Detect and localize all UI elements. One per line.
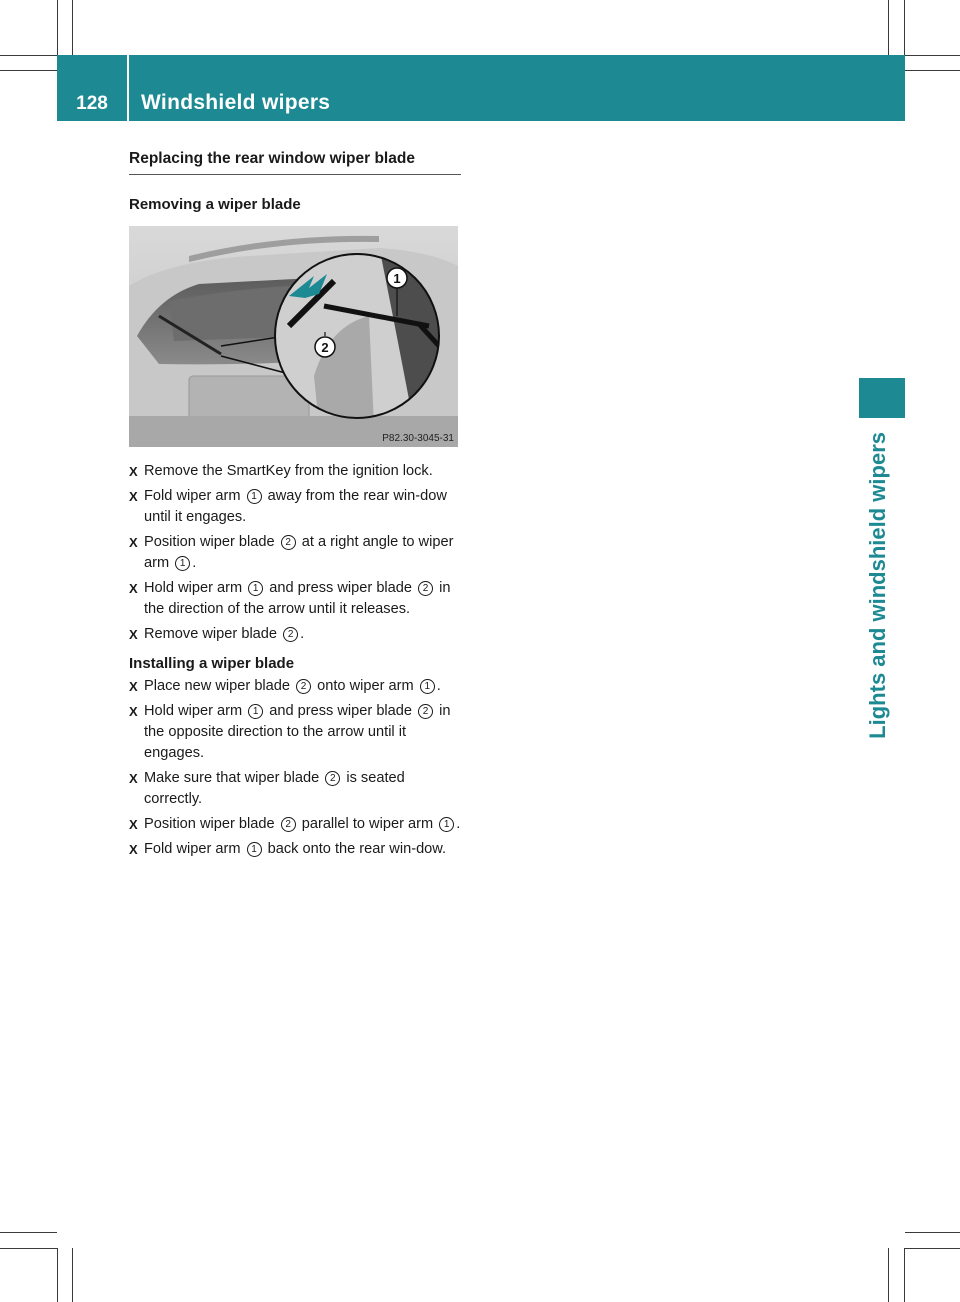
step-item [129,676,461,697]
crop-mark [904,0,905,55]
step-text: Position wiper blade [144,816,279,832]
step-bullet: X [129,771,138,786]
installing-steps [129,676,461,860]
crop-mark [57,1248,58,1302]
callout-2-label: 2 [321,340,329,355]
wiper-illustration [129,226,458,447]
step-bullet: X [129,535,138,550]
removing-steps [129,461,461,645]
step-bullet: X [129,817,138,832]
chapter-tab [859,378,905,418]
crop-mark [905,55,960,56]
page-number: 128 [76,93,108,114]
callout-1-label: 1 [393,271,401,286]
step-bullet: X [129,679,138,694]
step-bullet: X [129,704,138,719]
crop-mark [0,70,57,71]
step-bullet: X [129,464,138,479]
ref-number-2: 2 [281,817,296,832]
ref-number-2: 2 [325,771,340,786]
crop-mark [57,0,58,55]
ref-number-1: 1 [247,842,262,857]
step-text: and press wiper blade [265,703,417,719]
step-text: Make sure that wiper blade [144,770,324,786]
step-item [129,624,461,645]
step-text: Fold wiper arm [144,841,245,857]
step-bullet: X [129,842,138,857]
main-content [129,150,461,864]
page-header [57,55,905,121]
step-item [129,578,461,620]
page-title: Windshield wipers [141,91,331,114]
ref-number-1: 1 [248,704,263,719]
ref-number-2: 2 [418,704,433,719]
step-item [129,701,461,764]
ref-number-1: 1 [248,581,263,596]
removing-heading: Removing a wiper blade [129,196,301,213]
crop-mark [888,0,889,55]
step-item [129,461,461,482]
wiper-figure [129,226,458,447]
ref-number-1: 1 [175,556,190,571]
step-text: at a right angle to wiper arm [144,534,454,571]
crop-mark [905,1232,960,1233]
step-text: Position wiper blade [144,534,279,550]
step-text: onto wiper arm [313,678,418,694]
chapter-label-text: Lights and windshield wipers [865,432,890,739]
installing-heading: Installing a wiper blade [129,655,295,672]
header-divider [127,55,129,121]
ref-number-2: 2 [418,581,433,596]
crop-mark [905,1248,960,1249]
step-text: Hold wiper arm [144,703,247,719]
ref-number-2: 2 [283,627,298,642]
crop-mark [72,1248,73,1302]
step-text: is seated correctly. [144,770,405,807]
figure-code: P82.30-3045-31 [382,433,454,444]
ref-number-2: 2 [281,535,296,550]
step-text: . [456,816,461,832]
crop-mark [72,0,73,55]
ref-number-1: 1 [439,817,454,832]
ref-number-2: 2 [296,679,311,694]
crop-mark [905,70,960,71]
step-text: Hold wiper arm [144,580,247,596]
step-text: parallel to wiper arm [297,816,438,832]
step-text: . [300,626,305,642]
ref-number-1: 1 [247,489,262,504]
step-item [129,814,461,835]
step-item [129,532,461,574]
crop-mark [0,55,57,56]
step-text: Remove wiper blade [144,626,282,642]
step-bullet: X [129,581,138,596]
step-text: . [436,678,441,694]
step-item [129,486,461,528]
crop-mark [0,1232,57,1233]
step-text: Remove the SmartKey from the ignition lock. [144,463,433,479]
step-text: Fold wiper arm [144,488,245,504]
step-text: away from the rear win-dow until it engages. [144,488,447,525]
crop-mark [0,1248,57,1249]
crop-mark [904,1248,905,1302]
ref-number-1: 1 [420,679,435,694]
step-text: back onto the rear win-dow. [263,841,447,857]
step-bullet: X [129,489,138,504]
step-text: Place new wiper blade [144,678,295,694]
step-item [129,839,461,860]
step-text: and press wiper blade [265,580,417,596]
step-item [129,768,461,810]
section-title: Replacing the rear window wiper blade [129,150,461,175]
step-bullet: X [129,627,138,642]
crop-mark [888,1248,889,1302]
step-text: in the direction of the arrow until it releases. [144,580,451,617]
step-text: in the opposite direction to the arrow until it engages. [144,703,451,761]
step-text: . [192,555,197,571]
